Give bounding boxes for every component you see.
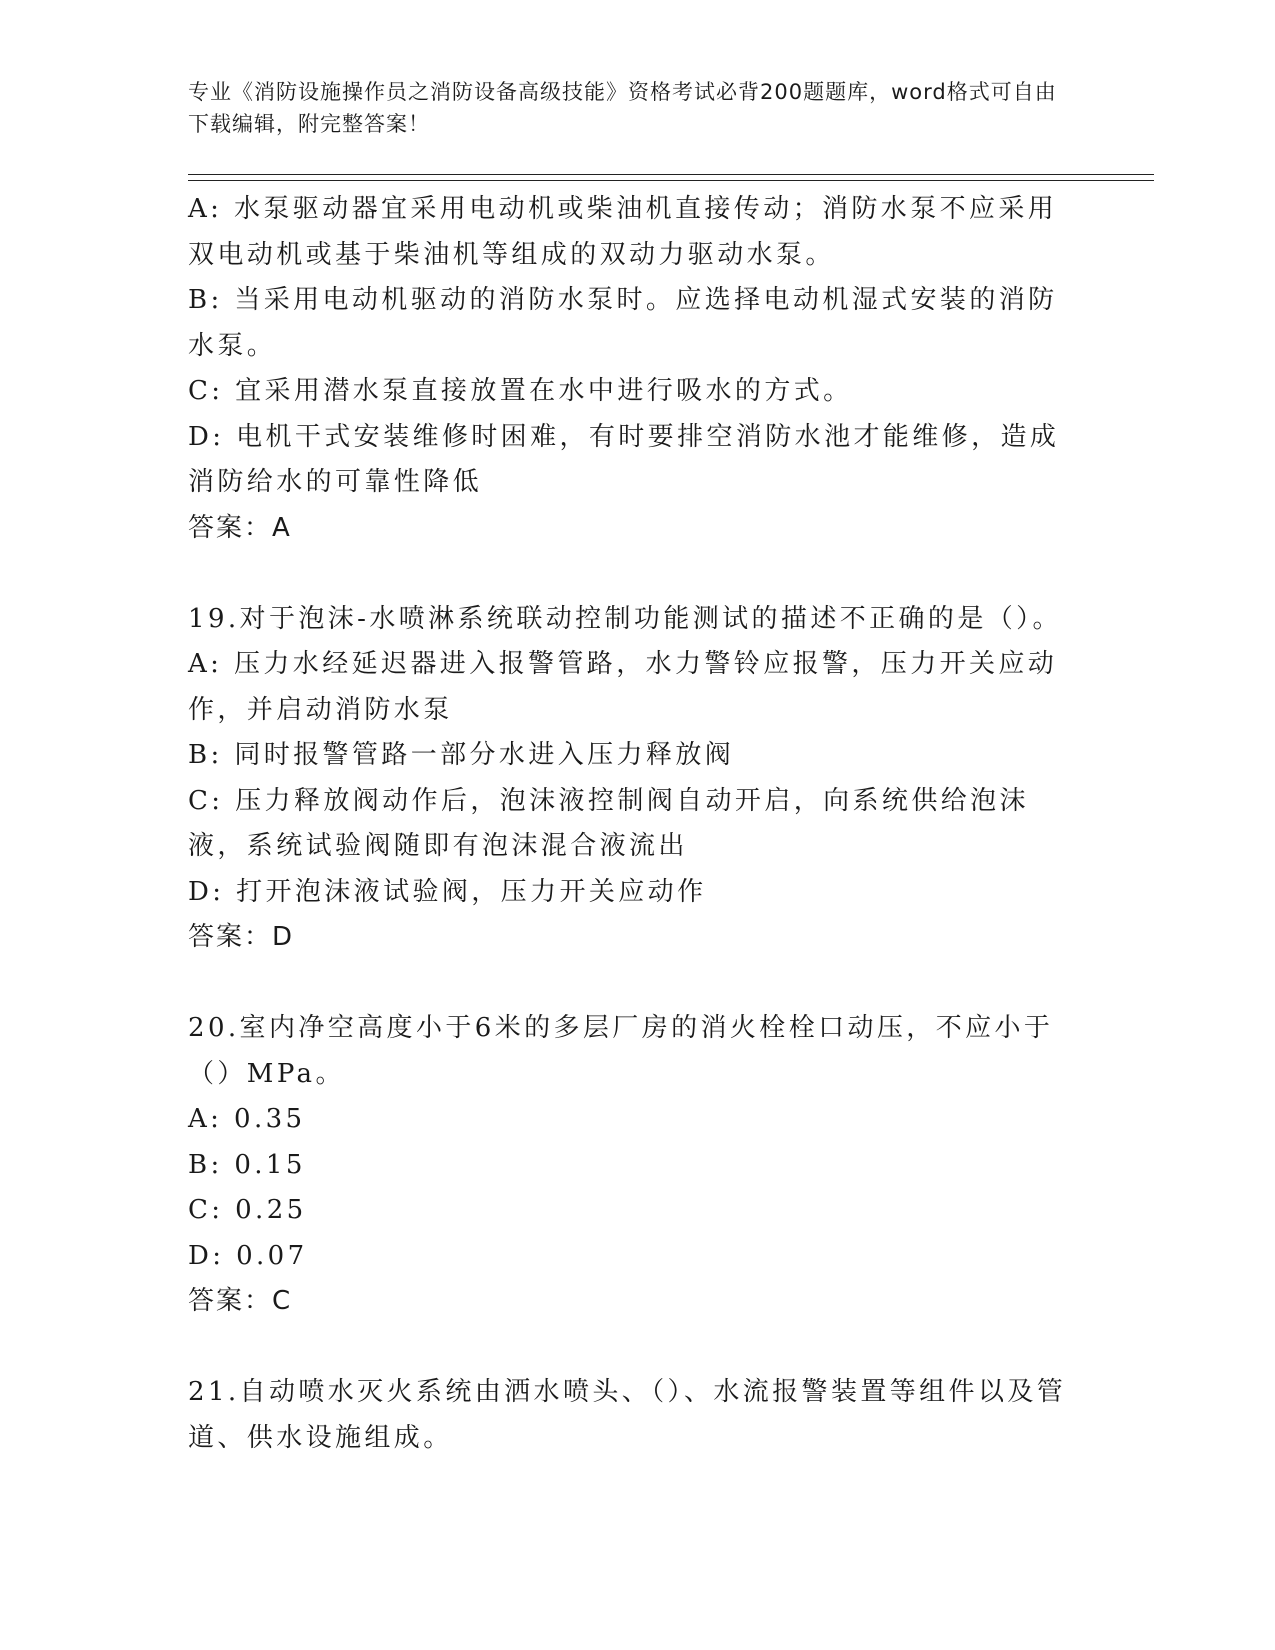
q18-answer: 答案：A <box>188 512 292 543</box>
question-20-block <box>188 1006 1078 1325</box>
q19-option-d: D: 打开泡沫液试验阀，压力开关应动作 <box>188 876 707 907</box>
document-header: 专业《消防设施操作员之消防设备高级技能》资格考试必背200题题库，word格式可自由下载编辑，附完整答案！ <box>188 80 1057 136</box>
spacer <box>188 1325 1078 1371</box>
header-divider-top <box>188 174 1154 175</box>
question-19-block <box>188 597 1078 961</box>
question-18-block <box>188 187 1078 551</box>
question-21-block <box>188 1370 1078 1461</box>
q20-question: 20.室内净空高度小于6米的多层厂房的消火栓栓口动压，不应小于（）MPa。 <box>188 1013 1054 1089</box>
q20-option-a: A: 0.35 <box>188 1104 306 1134</box>
q19-option-b: B: 同时报警管路一部分水进入压力释放阀 <box>188 740 735 770</box>
q19-question: 19.对于泡沫-水喷淋系统联动控制功能测试的描述不正确的是（）。 <box>188 603 1062 634</box>
q20-option-d: D: 0.07 <box>188 1240 308 1271</box>
q19-option-c: C: 压力释放阀动作后，泡沫液控制阀自动开启，向系统供给泡沫液，系统试验阀随即有泡沫混合液流出 <box>188 785 1029 861</box>
q18-option-b: B: 当采用电动机驱动的消防水泵时。应选择电动机湿式安装的消防水泵。 <box>188 285 1058 361</box>
q19-option-a: A: 压力水经延迟器进入报警管路，水力警铃应报警，压力开关应动作，并启动消防水泵 <box>188 649 1058 725</box>
q18-option-d: D: 电机干式安装维修时困难，有时要排空消防水池才能维修，造成消防给水的可靠性降低 <box>188 421 1060 497</box>
q20-answer: 答案：C <box>188 1286 293 1316</box>
spacer <box>188 961 1078 1007</box>
q20-option-c: C: 0.25 <box>188 1195 307 1225</box>
q19-answer: 答案：D <box>188 922 295 952</box>
q18-option-a: A: 水泵驱动器宜采用电动机或柴油机直接传动；消防水泵不应采用双电动机或基于柴油机等组成的双动力驱动水泵。 <box>188 194 1058 270</box>
q20-option-b: B: 0.15 <box>188 1149 306 1180</box>
question-list <box>188 187 1078 1461</box>
spacer <box>188 551 1078 597</box>
header-divider-bottom <box>188 180 1154 181</box>
q21-question: 21.自动喷水灭火系统由洒水喷头、（）、水流报警装置等组件以及管道、供水设施组成。 <box>188 1377 1067 1453</box>
q18-option-c: C: 宜采用潜水泵直接放置在水中进行吸水的方式。 <box>188 376 853 406</box>
